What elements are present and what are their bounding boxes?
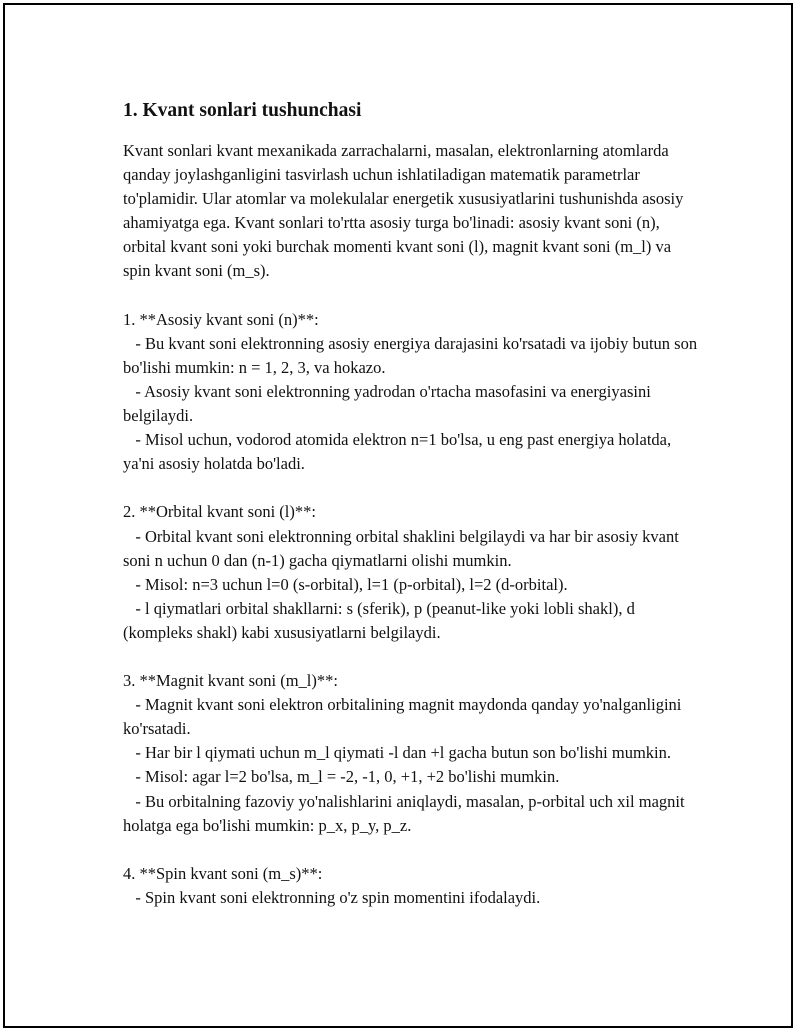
list-item: - Misol: n=3 uchun l=0 (s-orbital), l=1 (p-orbital), l=2 (d-orbital). <box>123 574 568 594</box>
list-item: - Misol: agar l=2 bo'lsa, m_l = -2, -1, 0, +1, +2 bo'lishi mumkin. <box>123 767 560 787</box>
section-heading: 3. **Magnit kvant soni (m_l)**: <box>123 671 338 691</box>
list-item: - Orbital kvant soni elektronning orbital shaklini belgilaydi va har bir asosiy kvant soni n uchun 0 dan (n-1) gacha qiymatlarni olishi mumkin. <box>123 526 683 570</box>
section-magnit-kvant-soni <box>123 669 698 838</box>
list-item: - Bu kvant soni elektronning asosiy energiya darajasini ko'rsatadi va ijobiy butun son bo'lishi mumkin: n = 1, 2, 3, va hokazo. <box>123 333 702 377</box>
intro-paragraph: Kvant sonlari kvant mexanikada zarrachalarni, masalan, elektronlarning atomlarda qanday joylashganligini tasvirlash uchun ishlatiladigan matematik parametrlar to'plamidir. Ular atomlar va molekulalar energetik xususiyatlarini tushunishda asosiy ahamiyatga ega. Kvant sonlari to'rtta asosiy turga bo'linadi: asosiy kvant soni (n), orbital kvant soni yoki burchak momenti kvant soni (l), magnit kvant soni (m_l) va spin kvant soni (m_s). <box>123 141 688 281</box>
section-orbital-kvant-soni <box>123 500 698 645</box>
document-title: 1. Kvant sonlari tushunchasi <box>123 100 362 121</box>
section-heading: 4. **Spin kvant soni (m_s)**: <box>123 863 323 883</box>
paragraph-gap <box>123 645 698 669</box>
section-heading: 1. **Asosiy kvant soni (n)**: <box>123 309 319 329</box>
document-content <box>123 98 702 910</box>
section-heading: 2. **Orbital kvant soni (l)**: <box>123 502 316 522</box>
list-item: - Magnit kvant soni elektron orbitalining magnit maydonda qanday yo'nalganligini ko'rsatadi. <box>123 695 686 739</box>
list-item: - Spin kvant soni elektronning o'z spin momentini ifodalaydi. <box>123 887 541 907</box>
paragraph-gap <box>123 284 698 308</box>
section-asosiy-kvant-soni <box>123 308 702 477</box>
paragraph-gap <box>123 476 698 500</box>
list-item: - l qiymatlari orbital shakllarni: s (sferik), p (peanut-like yoki lobli shakl), d (kompleks shakl) kabi xususiyatlarni belgilaydi. <box>123 598 639 642</box>
list-item: - Har bir l qiymati uchun m_l qiymati -l dan +l gacha butun son bo'lishi mumkin. <box>123 743 671 763</box>
list-item: - Misol uchun, vodorod atomida elektron n=1 bo'lsa, u eng past energiya holatda, ya'ni asosiy holatda bo'ladi. <box>123 430 676 474</box>
page-frame <box>3 3 793 1028</box>
list-item: - Asosiy kvant soni elektronning yadrodan o'rtacha masofasini va energiyasini belgilaydi. <box>123 381 655 426</box>
paragraph-gap <box>123 838 698 862</box>
list-item: - Bu orbitalning fazoviy yo'nalishlarini aniqlaydi, masalan, p-orbital uch xil magnit holatga ega bo'lishi mumkin: p_x, p_y, p_z. <box>123 791 689 835</box>
section-spin-kvant-soni <box>123 862 698 910</box>
